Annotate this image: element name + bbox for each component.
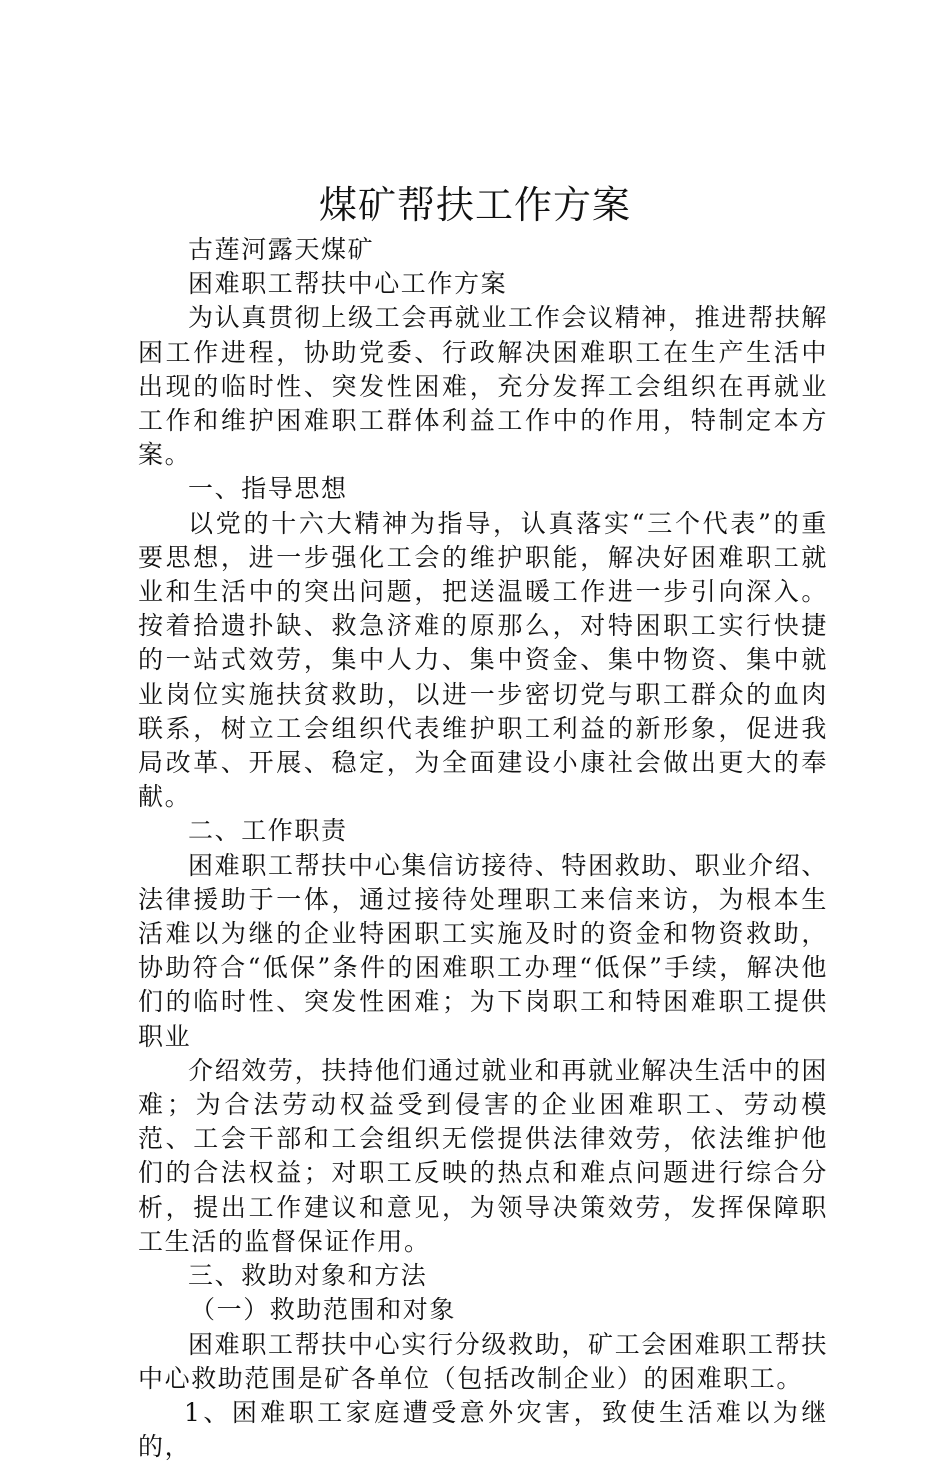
guiding-ideology-paragraph: 以党的十六大精神为指导，认真落实“三个代表”的重要思想，进一步强化工会的维护职能，解决好困难职工就业和生活中的突出问题，把送温暖工作进一步引向深入。按着拾遗扑缺、救急济难的原那么，对特困职工实行快捷的一站式效劳，集中人力、集中资金、集中物资、集中就业岗位实施扶贫救助，以进一步密切党与职工群众的血肉联系，树立工会组织代表维护职工利益的新形象，促进我局改革、开展、稳定，为全面建设小康社会做出更大的奉献。: [138, 508, 828, 812]
document-body: [138, 233, 828, 1464]
section-heading-guiding-ideology: 一、指导思想: [188, 474, 348, 504]
section-heading-aid-targets: 三、救助对象和方法: [188, 1261, 428, 1291]
document-title: 煤矿帮扶工作方案: [318, 183, 631, 227]
section-heading-work-duties: 二、工作职责: [188, 816, 348, 846]
numbered-item-1: 1、困难职工家庭遭受意外灾害，致使生活难以为继的，: [138, 1397, 828, 1462]
aid-scope-paragraph: 困难职工帮扶中心实行分级救助，矿工会困难职工帮扶中心救助范围是矿各单位（包括改制企业）的困难职工。: [138, 1329, 828, 1393]
organization-name: 古莲河露天煤矿: [188, 235, 375, 264]
work-duties-paragraph-1: 困难职工帮扶中心集信访接待、特困救助、职业介绍、法律援助于一体，通过接待处理职工来信来访，为根本生活难以为继的企业特困职工实施及时的资金和物资救助，协助符合“低保”条件的困难职工办理“低保”手续，解决他们的临时性、突发性困难；为下岗职工和特困难职工提供职业: [138, 850, 828, 1051]
subsection-heading-aid-scope: （一）救助范围和对象: [190, 1295, 457, 1325]
plan-subtitle: 困难职工帮扶中心工作方案: [188, 269, 508, 299]
intro-paragraph: 为认真贯彻上级工会再就业工作会议精神，推进帮扶解困工作进程，协助党委、行政解决困难职工在生产生活中出现的临时性、突发性困难，充分发挥工会组织在再就业工作和维护困难职工群体利益工作中的作用，特制定本方案。: [138, 303, 828, 470]
work-duties-paragraph-2: 介绍效劳，扶持他们通过就业和再就业解决生活中的困难；为合法劳动权益受到侵害的企业困难职工、劳动模范、工会干部和工会组织无偿提供法律效劳，依法维护他们的合法权益；对职工反映的热点和难点问题进行综合分析，提出工作建议和意见，为领导决策效劳，发挥保障职工生活的监督保证作用。: [138, 1055, 828, 1256]
